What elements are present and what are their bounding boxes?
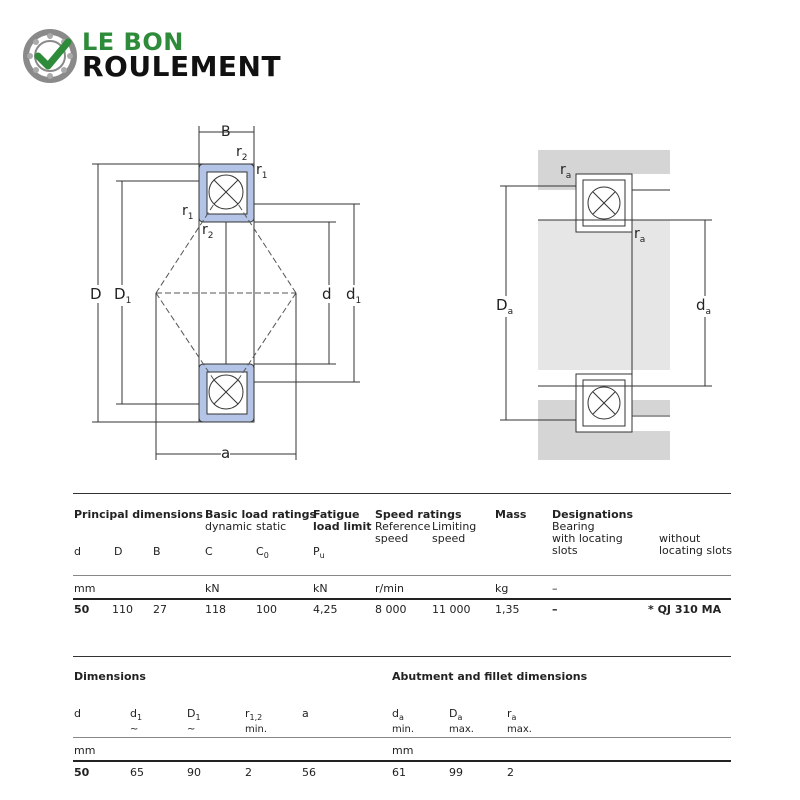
t1-unit-dash: – [552,582,558,595]
t1-group-fatigue-2: load limit [313,520,372,533]
table2-top-rule [73,656,731,657]
t1-desig-with-1: with locating [552,532,623,545]
t2-col-ra: $r_a$ max. [507,707,532,736]
t2-cell-d1: 65 [130,766,144,779]
label-r1-top: $r_1$ [256,162,268,181]
t2-cell-D1: 90 [187,766,201,779]
t1-unit-kg: kg [495,582,509,595]
table2-header-rule [73,737,731,738]
t1-group-principal: Principal dimensions [74,508,203,521]
t1-col-d: d [74,545,81,558]
bearing-check-icon [22,26,84,88]
t2-unit-mm2: mm [392,744,414,757]
label-Da: $D_a$ [496,296,514,317]
t1-group-speed: Speed ratings [375,508,462,521]
label-ra-top: $r_a$ [560,162,572,181]
brand-logo [22,26,302,88]
t1-cell-ref-speed: 8 000 [375,603,407,616]
t2-unit-mm1: mm [74,744,96,757]
table1-header-rule [73,575,731,576]
t1-cell-C0: 100 [256,603,277,616]
label-r1-mid: $r_1$ [182,203,194,222]
label-D: D [90,285,102,303]
t2-col-D1: $D_1$ ~ [187,707,201,736]
t1-desig-without-2: locating slots [659,544,732,557]
t1-speed-ref-1: Reference [375,520,431,533]
t2-col-Da: $D_a$ max. [449,707,474,736]
label-a: a [221,444,231,462]
t1-cell-d: 50 [74,603,90,616]
t1-unit-rmin: r/min [375,582,404,595]
t2-col-d: d [74,707,81,720]
t1-group-basic: Basic load ratings [205,508,317,521]
t2-col-d1: $d_1$ ~ [130,707,143,736]
label-r2-top: $r_2$ [236,144,248,163]
t1-unit-kN2: kN [313,582,328,595]
logo-line2: ROULEMENT [82,50,282,83]
t1-cell-Pu: 4,25 [313,603,338,616]
t1-desig-bearing: Bearing [552,520,595,533]
table1-top-rule [73,493,731,494]
t1-speed-ref-2: speed [375,532,409,545]
t1-col-C: C [205,545,213,558]
t2-cell-r12: 2 [245,766,252,779]
t1-cell-lim-speed: 11 000 [432,603,471,616]
label-d1: $d_1$ [346,285,362,306]
label-da: $d_a$ [696,296,712,317]
label-d: d [322,285,332,303]
t2-cell-da: 61 [392,766,406,779]
t1-cell-D: 110 [112,603,133,616]
label-D1: $D_1$ [114,285,132,306]
t2-cell-a: 56 [302,766,316,779]
t1-col-C0: $C_0$ [256,545,269,561]
table1-unit-rule [73,598,731,600]
t1-group-fatigue-1: Fatigue [313,508,360,521]
t2-col-a: a [302,707,309,720]
table2-unit-rule [73,760,731,762]
t1-group-mass: Mass [495,508,527,521]
label-r2-mid: $r_2$ [202,222,214,241]
t2-group-abutment: Abutment and fillet dimensions [392,670,588,683]
t1-unit-mm: mm [74,582,96,595]
t2-col-r12: $r_{1,2}$ min. [245,707,268,736]
t1-speed-lim-2: speed [432,532,466,545]
t1-unit-kN1: kN [205,582,220,595]
t1-col-B: B [153,545,161,558]
label-ra-mid: $r_a$ [634,226,646,245]
t1-desig-with-2: slots [552,544,578,557]
t2-cell-Da: 99 [449,766,463,779]
t1-cell-C: 118 [205,603,226,616]
t1-speed-lim-1: Limiting [432,520,477,533]
t1-col-D: D [114,545,123,558]
t1-cell-without-slots: * QJ 310 MA [648,603,722,616]
t1-cell-mass: 1,35 [495,603,520,616]
label-B: B [221,124,231,140]
t2-col-da: $d_a$ min. [392,707,415,736]
t2-group-dimensions: Dimensions [74,670,146,683]
t1-basic-dynamic: dynamic [205,520,253,533]
t1-basic-static: static [256,520,287,533]
t1-desig-without-1: without [659,532,701,545]
t2-cell-ra: 2 [507,766,514,779]
t1-col-Pu: $P_u$ [313,545,325,561]
t1-group-designations: Designations [552,508,634,521]
logo-line1: LE BON [82,28,184,56]
t2-cell-d: 50 [74,766,90,779]
t1-cell-with-slots: – [552,603,558,616]
t1-cell-B: 27 [153,603,167,616]
